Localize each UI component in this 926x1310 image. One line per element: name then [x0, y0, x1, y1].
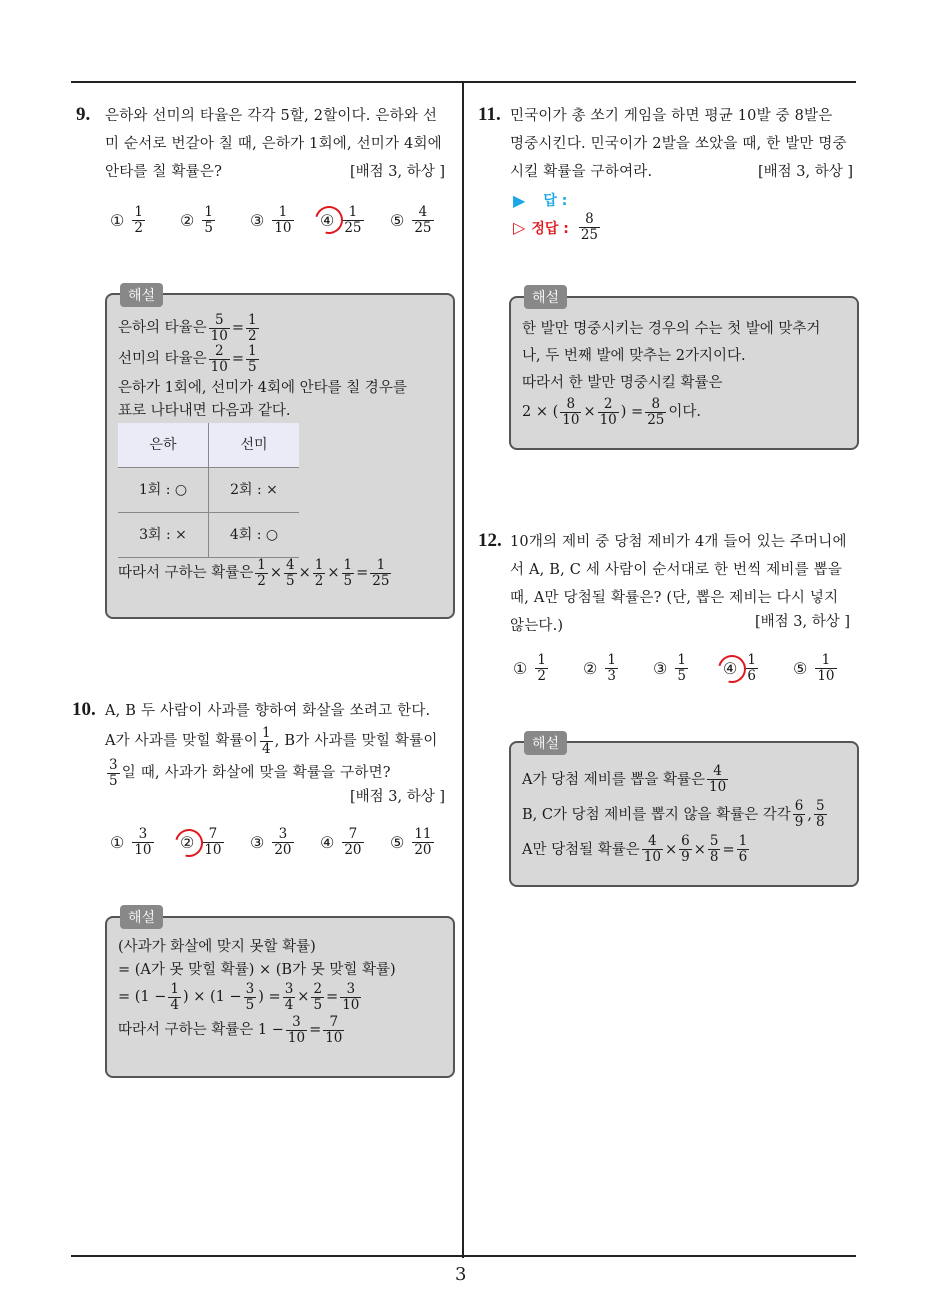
q11-correct-answer: [513, 212, 602, 243]
q9-exp-line3: 은하가 1회에, 선미가 4회에 안타를 칠 경우를: [118, 380, 407, 396]
choice-fraction: $\frac{1}{5}$: [204, 204, 213, 236]
choice-fraction: $\frac{1}{10}$: [817, 652, 835, 684]
q10-line2: A가 사과를 맞힐 확률이 $\frac{1}{4}$ , B가 사과를 맞힐 확률이: [105, 724, 438, 757]
table-cell: 3회 : ×: [118, 513, 209, 558]
choice-fraction: $\frac{4}{25}$: [414, 204, 432, 236]
q9-choice-1[interactable]: [110, 205, 147, 236]
q9-explanation-text: [118, 313, 448, 589]
q12-exp-line2: B, C가 당첨 제비를 뽑지 않을 확률은 각각 $\frac{6}{9}$ , $\frac{5}{8}$: [522, 798, 825, 830]
q11-exp-line4: 2 × ( $\frac{8}{10}$ × $\frac{2}{10}$ ) = $\frac{8}{25}$ 이다.: [522, 396, 702, 428]
q10-exp-line2: = (A가 못 맞힐 확률) × (B가 못 맞힐 확률): [118, 962, 396, 978]
q11-explanation-text: [522, 316, 852, 428]
choice-fraction: $\frac{1}{2}$: [134, 204, 143, 236]
q9-line: 안타를 칠 확률은?: [105, 164, 223, 180]
q11-answer-field[interactable]: [513, 190, 567, 210]
q10-choice-1[interactable]: [110, 827, 156, 858]
table-row: [118, 468, 299, 513]
choice-symbol: ⑤: [793, 659, 808, 678]
q11-score: [배점 3, 하상 ]: [758, 164, 854, 180]
q10-exp-line1: (사과가 화살에 맞지 못할 확률): [118, 939, 316, 955]
choice-symbol: ⑤: [390, 833, 405, 852]
q12-choice-2[interactable]: [583, 653, 620, 684]
choice-symbol: ①: [110, 211, 125, 230]
choice-symbol: ⑤: [390, 211, 405, 230]
q9-exp-line5: 따라서 구하는 확률은 $\frac{1}{2}$ × $\frac{4}{5}$ × $\frac{1}{2}$ × $\frac{1}{5}$ = $\frac{1}{25}$: [118, 557, 390, 589]
table-header: 선미: [209, 423, 300, 468]
column-divider: [462, 82, 464, 1258]
q11-exp-line3: 따라서 한 발만 명중시킬 확률은: [522, 375, 723, 391]
q9-number: 9.: [76, 104, 91, 125]
correct-fraction: $\frac{8}{25}$: [580, 211, 599, 243]
q12-choice-1[interactable]: [513, 653, 550, 684]
q11-exp-line2: 나, 두 번째 발에 맞추는 2가지이다.: [522, 348, 746, 364]
choice-fraction: $\frac{1}{25}$: [344, 204, 362, 236]
correct-label: 정답 :: [531, 220, 569, 237]
choice-fraction: $\frac{7}{20}$: [344, 826, 362, 858]
q9-choice-5[interactable]: [390, 205, 436, 236]
q12-choice-5[interactable]: [793, 653, 839, 684]
answer-label: 답 :: [543, 193, 568, 209]
q10-choice-4[interactable]: [320, 827, 366, 858]
table-header: 은하: [118, 423, 209, 468]
choice-fraction: $\frac{7}{10}$: [204, 826, 222, 858]
q11-exp-line1: 한 발만 명중시키는 경우의 수는 첫 발에 맞추거: [522, 321, 821, 337]
page-number: 3: [455, 1264, 467, 1285]
choice-symbol: ③: [250, 833, 265, 852]
q11-explanation-tag: 해설: [524, 285, 567, 309]
q10-line1: A, B 두 사람이 사과를 향하여 화살을 쏘려고 한다.: [105, 703, 431, 719]
q12-explanation-tag: 해설: [524, 731, 567, 755]
q12-explanation-text: [522, 764, 852, 865]
q11-line: 시킬 확률을 구하여라.: [510, 164, 653, 180]
choice-symbol: ④: [723, 659, 738, 678]
correct-arrow-icon: ▷: [513, 218, 526, 237]
choice-symbol: ④: [320, 833, 335, 852]
choice-fraction: $\frac{11}{20}$: [414, 826, 432, 858]
choice-fraction: $\frac{1}{6}$: [747, 652, 756, 684]
choice-fraction: $\frac{1}{3}$: [607, 652, 616, 684]
q10-exp-line3: = (1 − $\frac{1}{4}$ ) × (1 − $\frac{3}{5}$ ) = $\frac{3}{4}$ × $\frac{2}{5}$ = $\frac{3}{10}$: [118, 981, 360, 1013]
q9-explanation-tag: 해설: [120, 283, 163, 307]
table-row: [118, 513, 299, 558]
table-row: [118, 423, 299, 468]
q12-exp-line1: A가 당첨 제비를 뽑을 확률은 $\frac{4}{10}$: [522, 763, 727, 795]
q11-number: 11.: [478, 104, 501, 125]
q10-line3: $\frac{3}{5}$ 일 때, 사과가 화살에 맞을 확률을 구하면?: [109, 756, 391, 789]
q10-explanation-text: [118, 936, 448, 1046]
choice-fraction: $\frac{1}{5}$: [677, 652, 686, 684]
q11-line: 민국이가 총 쏘기 게임을 하면 평균 10발 중 8발은: [510, 108, 833, 124]
choice-fraction: $\frac{1}{2}$: [537, 652, 546, 684]
table-cell: 2회 : ×: [209, 468, 300, 513]
q10-text: [105, 697, 457, 789]
q10-choice-3[interactable]: [250, 827, 296, 858]
bottom-rule: [71, 1255, 856, 1257]
q10-number: 10.: [72, 699, 96, 720]
choice-symbol: ③: [250, 211, 265, 230]
q9-line: 은하와 선미의 타율은 각각 5할, 2할이다. 은하와 선: [105, 108, 438, 124]
q12-line: 때, A만 당첨될 확률은? (단, 뽑은 제비는 다시 넣지: [510, 590, 839, 606]
choice-symbol: ③: [653, 659, 668, 678]
q9-exp-line1: 은하의 타율은 $\frac{5}{10}$ = $\frac{1}{2}$: [118, 312, 257, 344]
answer-arrow-icon: ▶: [513, 190, 526, 210]
choice-symbol: ①: [110, 833, 125, 852]
choice-symbol: ②: [180, 211, 195, 230]
q9-exp-line4: 표로 나타내면 다음과 같다.: [118, 403, 291, 419]
table-cell: 1회 : ○: [118, 468, 209, 513]
q12-score: [배점 3, 하상 ]: [755, 614, 851, 630]
choice-symbol: ①: [513, 659, 528, 678]
q9-case-table: [118, 423, 299, 558]
q9-choice-3[interactable]: [250, 205, 296, 236]
table-cell: 4회 : ○: [209, 513, 300, 558]
q10-exp-line4: 따라서 구하는 확률은 1 − $\frac{3}{10}$ = $\frac{7}{10}$: [118, 1014, 343, 1046]
q11-line: 명중시킨다. 민국이가 2발을 쏘았을 때, 한 발만 명중: [510, 136, 847, 152]
q10-score: [배점 3, 하상 ]: [350, 789, 446, 805]
choice-symbol: ④: [320, 211, 335, 230]
q9-choice-2[interactable]: [180, 205, 217, 236]
q9-exp-line2: 선미의 타율은 $\frac{2}{10}$ = $\frac{1}{5}$: [118, 343, 257, 375]
q12-choice-3[interactable]: [653, 653, 690, 684]
q9-score: [배점 3, 하상 ]: [350, 164, 446, 180]
choice-fraction: $\frac{1}{10}$: [274, 204, 292, 236]
q9-line: 미 순서로 번갈아 칠 때, 은하가 1회에, 선미가 4회에: [105, 136, 442, 152]
q12-line: 않는다.): [510, 618, 564, 634]
q12-line: 10개의 제비 중 당첨 제비가 4개 들어 있는 주머니에: [510, 534, 847, 550]
q10-choice-5[interactable]: [390, 827, 436, 858]
choice-fraction: $\frac{3}{10}$: [134, 826, 152, 858]
choice-fraction: $\frac{3}{20}$: [274, 826, 292, 858]
q10-explanation-tag: 해설: [120, 905, 163, 929]
choice-symbol: ②: [583, 659, 598, 678]
choice-symbol: ②: [180, 833, 195, 852]
q12-exp-line3: A만 당첨될 확률은 $\frac{4}{10}$ × $\frac{6}{9}$ × $\frac{5}{8}$ = $\frac{1}{6}$: [522, 833, 748, 865]
q12-line: 서 A, B, C 세 사람이 순서대로 한 번씩 제비를 뽑을: [510, 562, 843, 578]
q12-number: 12.: [478, 530, 502, 551]
